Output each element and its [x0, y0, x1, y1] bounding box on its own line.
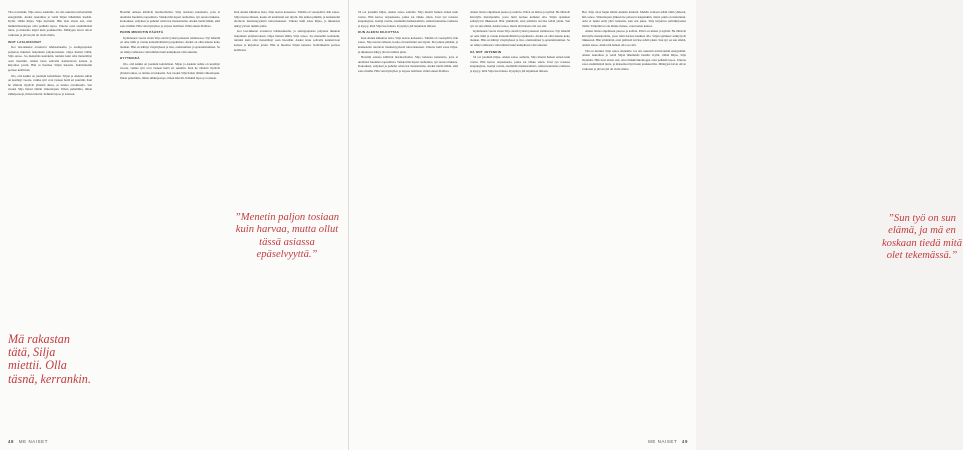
subheading: SÄ ODT JOTENKIN	[470, 49, 502, 54]
body-paragraph: Kun Aleksi kilkuttaa lasia, Silja nostaa katseensa. Tänään on vuosipäivä, hän sanoo. Silja nauraa ääneen, koska oli unohtanut sen täysin. Ilta jatkuu pitkään, ja keskustelut ulottuvat menneisyydestä tulevaisuuteen. Ulkona lumi sataa hiljaa, ja ikkunasta näkyy järven tumma pinta.	[234, 10, 340, 28]
body-paragraph: Sä oot jotenkin hiljaa, Aleksi sanoo aamulla. Silja miettii hetken ennen kuin vastaa. Hän kertoo tarjouksesta, jonka sai viikko sitten. Uusi työ toisessa kaupungissa, isompi vastuu, enemmän matkustamista. Aleksi kuuntelee rauhassa ja kysyy, mitä Silja itse haluaa. Kysymys jää leijumaan ilmaan.	[470, 55, 571, 73]
text-column-1	[8, 10, 92, 97]
pullquote-left: Mä rakastan tätä, Silja miettii. Olla täsnä, kerrankin.	[8, 332, 91, 386]
body-paragraph: Olo, että kaikki on jotenkin kohdallaan. Siljan ja Aleksin suhde on kestänyt vuosia, vaikka työt ovat vieneet heitä eri suuntiin. Kun he vihdoin löytävät yhteistä aikaa, se tuntuu arvokkaalta. Sen vuoksi Silja halusi tämän viikonlopun. Ilman puhelimia, ilman sähköposteja, ilman kiirettä. Pelkkää lepoa ja toisiaan.	[8, 73, 92, 96]
magazine-name: ME NAISET	[18, 439, 48, 444]
body-paragraph: Olo, että kaikki on jotenkin kohdallaan. Siljan ja Aleksin suhde on kestänyt vuosia, vaikka työt ovat vieneet heitä eri suuntiin. Kun he vihdoin löytävät yhteistä aikaa, se tuntuu arvokkaalta. Sen vuoksi Silja halusi tämän viikonlopun. Ilman puhelimia, ilman sähköposteja, ilman kiirettä. Pelkkää lepoa ja toisiaan.	[120, 61, 220, 80]
text-column-6	[582, 10, 686, 72]
page-folio-right	[648, 439, 688, 444]
magazine-name: ME NAISET	[648, 439, 678, 444]
text-column-2	[120, 10, 220, 81]
body-paragraph: Isot lasi-ikkunat avautuvat tehdasalueelle, ja auringonpaiste paljastaa ikkunan lasipinnan pölykerroksen. Onpa hiensti täällä, Silja sanoo. Jos menettäis kontaktin, tuntuisi kuin olisi menettänyt osan itsestään. Aleksi istuu sohvalla kannettavan kanssa ja kirjoittaa jotain. Hän ei huomaa Siljan katsetta. Kahvinkeitin porisee keittiössä.	[8, 45, 92, 73]
body-paragraph: Tää on merkki, Silja sanoo Aleksille. Jos siis uskoisin universumin energioihin. Aleksi naurahtaa ja vetää Siljan lähemmäs itseään. Kyllä, vähän hiljaa, Silja myöntää. Hän tiesi alusta asti, ettei mökkiviikonloppu olisi pelkkää lepoa. Ulkona satoi ensimmäistä lunta, ja maisema näytti kuin joulukortilta. Mäntyjen latvat olivat valkoiset ja järven jää oli vielä ohutta.	[8, 10, 92, 37]
body-paragraph: Hotellin aulassa kiiltävät marmorilattiat. Silja tarkistaa kalenteria, jotta ei unohtaisi huomista tapaamista. Vaikka hän lupasi rauhoittua, työ seuraa mukana. Kokoukset, esitykset ja puhelut odottavat maanantaina. Aleksi tietää tämän, eikä sano mitään. Hän vain hymyilee ja tarjoaa lasillisen viiniä ennen illallista.	[120, 10, 220, 28]
subheading: PARIN MINUUTIN PÄÄSTÄ	[120, 30, 164, 35]
text-column-4	[358, 10, 458, 74]
text-column-3	[234, 10, 340, 53]
right-page	[348, 0, 963, 450]
page-number: 48	[8, 439, 15, 444]
body-paragraph: Isot lasi-ikkunat avautuvat tehdasalueelle, ja auringonpaiste paljastaa ikkunan lasipinnan pölykerroksen. Onpa hiensti täällä, Silja sanoo. Jos menettäis kontaktin, tuntuisi kuin olisi menettänyt osan itsestään. Aleksi istuu sohvalla kannettavan kanssa ja kirjoittaa jotain. Hän ei huomaa Siljan katsetta. Kahvinkeitin porisee keittiössä.	[234, 29, 340, 52]
pullquote-right: ”Sun työ on sun elämä, ja mä en koskaan tiedä mitä olet tekemässä.”	[881, 213, 963, 262]
subheading: HYYTEIKKÄ	[120, 56, 140, 61]
body-paragraph: Aleksi laittaa ohjelmaan puuroa ja kahvia. Päivä on kirkas ja kylmä. He lähtevät kävelylle metsäpolulle, jossa lumi narisee kenkien alla. Siljan ajatukset selkiytyvät liikkeessä. Hän ymmärtää, ettei päätöstä tarvitse tehdä yksin. Sun työ on sun elämä, Aleksi sanoo, mutta mä haluan olla osa sitä.	[582, 29, 686, 48]
body-paragraph: Hei, Silja ottaa hajun kiinni Aleksin kädestä. Mehän voidaan tehdä tämä yhdessä, hän sanoo. Viikonlopun jälkeen he palaavat kaupunkiin, mutta jokin on muuttunut. Arki ei tunnu enää yhtä raskaalta, kun sen jakaa. Silja kirjoittaa päiväkirjaansa illalla: Tärkeintä ei ole minne menee, vaan kenen kanssa.	[582, 10, 686, 28]
page-number: 49	[681, 439, 688, 444]
subheading: ISOT LASI-IKKUNAT	[8, 39, 42, 44]
body-paragraph: Aleksi laittaa ohjelmaan puuroa ja kahvia. Päivä on kirkas ja kylmä. He lähtevät kävelylle metsäpolulle, jossa lumi narisee kenkien alla. Siljan ajatukset selkiytyvät liikkeessä. Hän ymmärtää, ettei päätöstä tarvitse tehdä yksin. Sun työ on sun elämä, Aleksi sanoo, mutta mä haluan olla osa sitä.	[470, 10, 570, 28]
body-paragraph: Tää on merkki, Silja sanoo Aleksille. Jos siis uskoisin universumin energioihin. Aleksi naurahtaa ja vetää Siljan lähemmäs itseään. Kyllä, vähän hiljaa, Silja myöntää. Hän tiesi alusta asti, ettei mökkiviikonloppu olisi pelkkää lepoa. Ulkona satoi ensimmäistä lunta, ja maisema näytti kuin joulukortilta. Mäntyjen latvat olivat valkoiset ja järven jää oli vielä ohutta.	[582, 48, 686, 71]
body-paragraph: Hotellin aulassa kiiltävät marmorilattiat. Silja tarkistaa kalenteria, jotta ei unohtaisi huomista tapaamista. Vaikka hän lupasi rauhoittua, työ seuraa mukana. Kokoukset, esitykset ja puhelut odottavat maanantaina. Aleksi tietää tämän, eikä sano mitään. Hän vain hymyilee ja tarjoaa lasillisen viiniä ennen illallista.	[358, 55, 458, 73]
body-paragraph: Kun Aleksi kilkuttaa lasia, Silja nostaa katseensa. Tänään on vuosipäivä, hän sanoo. Silja nauraa ääneen, koska oli unohtanut sen täysin. Ilta jatkuu pitkään, ja keskustelut ulottuvat menneisyydestä tulevaisuuteen. Ulkona lumi sataa hiljaa, ja ikkunasta näkyy järven tumma pinta.	[358, 35, 458, 54]
text-column-5	[470, 10, 570, 74]
page-folio-left	[8, 439, 48, 444]
subheading: KUN ALEKSI KILKUTTAA	[358, 30, 400, 35]
body-paragraph: Kymmenen vuotta sitten Silja aloitti työnsä pienessä toimistossa. Nyt hänellä on oma tiimi ja vastuu kansainvälisistä projekteista. Aleksi on ollut tukena koko matkan. Hän on nähnyt väsymyksen ja ilon, onnistumiset ja epäonnistumiset. Se on tehnyt suhteesta vahvemman kuin kumpikaan olisi uskonut.	[470, 29, 570, 48]
body-paragraph: Kymmenen vuotta sitten Silja aloitti työnsä pienessä toimistossa. Nyt hänellä on oma tiimi ja vastuu kansainvälisistä projekteista. Aleksi on ollut tukena koko matkan. Hän on nähnyt väsymyksen ja ilon, onnistumiset ja epäonnistumiset. Se on tehnyt suhteesta vahvemman kuin kumpikaan olisi uskonut.	[120, 35, 220, 54]
left-page	[0, 0, 348, 450]
body-paragraph: Sä oot jotenkin hiljaa, Aleksi sanoo aamulla. Silja miettii hetken ennen kuin vastaa. Hän kertoo tarjouksesta, jonka sai viikko sitten. Uusi työ toisessa kaupungissa, isompi vastuu, enemmän matkustamista. Aleksi kuuntelee rauhassa ja kysyy, mitä Silja itse haluaa. Kysymys jää leijumaan ilmaan.	[358, 10, 459, 28]
pullquote-middle: ”Menetin paljon tosiaan kuin harvaa, mutta ollut tässä asiassa epäselvyyttä.”	[234, 212, 340, 261]
